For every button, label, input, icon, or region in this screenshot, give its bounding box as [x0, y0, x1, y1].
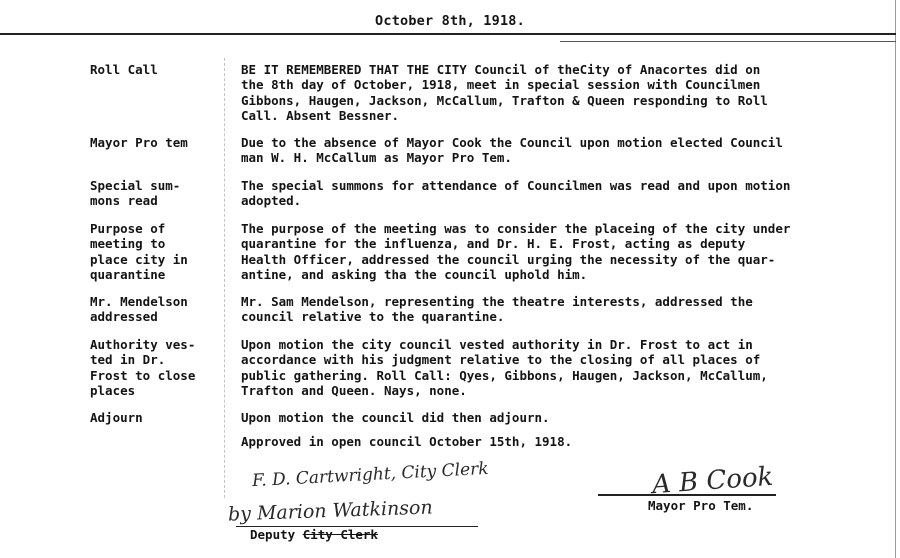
deputy-title-prefix: Deputy — [250, 527, 303, 542]
struck-city-clerk: City Clerk — [302, 527, 378, 542]
entry-adjourn — [0, 410, 896, 426]
entry-mendelson-addressed — [0, 294, 896, 325]
entry-text: Mr. Sam Mendelson, representing the theatre interests, addressed the council relative to the quarantine. — [241, 294, 753, 325]
entry-text: Upon motion the council did then adjourn. — [241, 410, 550, 425]
entry-text: BE IT REMEMBERED THAT THE CITY Council of theCity of Anacortes did on the 8th day of October, 1918, meet in special session with Councilmen Gibbons, Haugen, Jackson, McCallum, Trafton & Queen responding to Roll Call. Absent Bessner. — [241, 62, 768, 123]
margin-label: Mr. Mendelson addressed — [90, 294, 188, 325]
margin-label: Adjourn — [90, 410, 143, 425]
entry-text: The special summons for attendance of Councilmen was read and upon motion adopted. — [241, 178, 791, 209]
margin-label: Authority ves- ted in Dr. Frost to close places — [90, 337, 196, 398]
mayor-signature: A B Cook — [651, 461, 775, 501]
entry-authority-vested — [0, 337, 896, 398]
margin-label: Special sum- mons read — [90, 178, 181, 209]
clerk-signature: F. D. Cartwright, City Clerk — [251, 458, 490, 492]
entry-mayor-pro-tem — [0, 135, 896, 166]
entry-purpose-of-meeting — [0, 221, 896, 282]
deputy-clerk-title — [250, 527, 378, 542]
header-rule-secondary — [560, 41, 896, 42]
margin-label: Roll Call — [90, 62, 158, 77]
minutes-body — [0, 62, 896, 438]
meeting-date: October 8th, 1918. — [375, 13, 525, 29]
header-rule — [0, 33, 896, 35]
mayor-pro-tem-title: Mayor Pro Tem. — [648, 498, 754, 513]
margin-label: Purpose of meeting to place city in quarantine — [90, 221, 188, 282]
entry-special-summons — [0, 178, 896, 209]
entry-text: Due to the absence of Mayor Cook the Council upon motion elected Council man W. H. McCallum as Mayor Pro Tem. — [241, 135, 783, 166]
entry-text: Upon motion the city council vested authority in Dr. Frost to act in accordance with his judgment relative to the closing of all places of public gathering. Roll Call: Qyes, Gibbons, Haugen, Jackson, McCallum, Trafton and Queen. Nays, none. — [241, 337, 768, 398]
entry-text: The purpose of the meeting was to consider the placeing of the city under quarantine for the influenza, and Dr. H. E. Frost, acting as deputy Health Officer, addressed the council urging the necessity of the quar- antine, and asking tha the council uphold him. — [241, 221, 791, 282]
deputy-signature: by Marion Watkinson — [227, 496, 434, 526]
entry-roll-call — [0, 62, 896, 123]
approval-line: Approved in open council October 15th, 1918. — [241, 434, 573, 449]
margin-label: Mayor Pro tem — [90, 135, 188, 150]
mayor-signature-line — [598, 494, 776, 496]
